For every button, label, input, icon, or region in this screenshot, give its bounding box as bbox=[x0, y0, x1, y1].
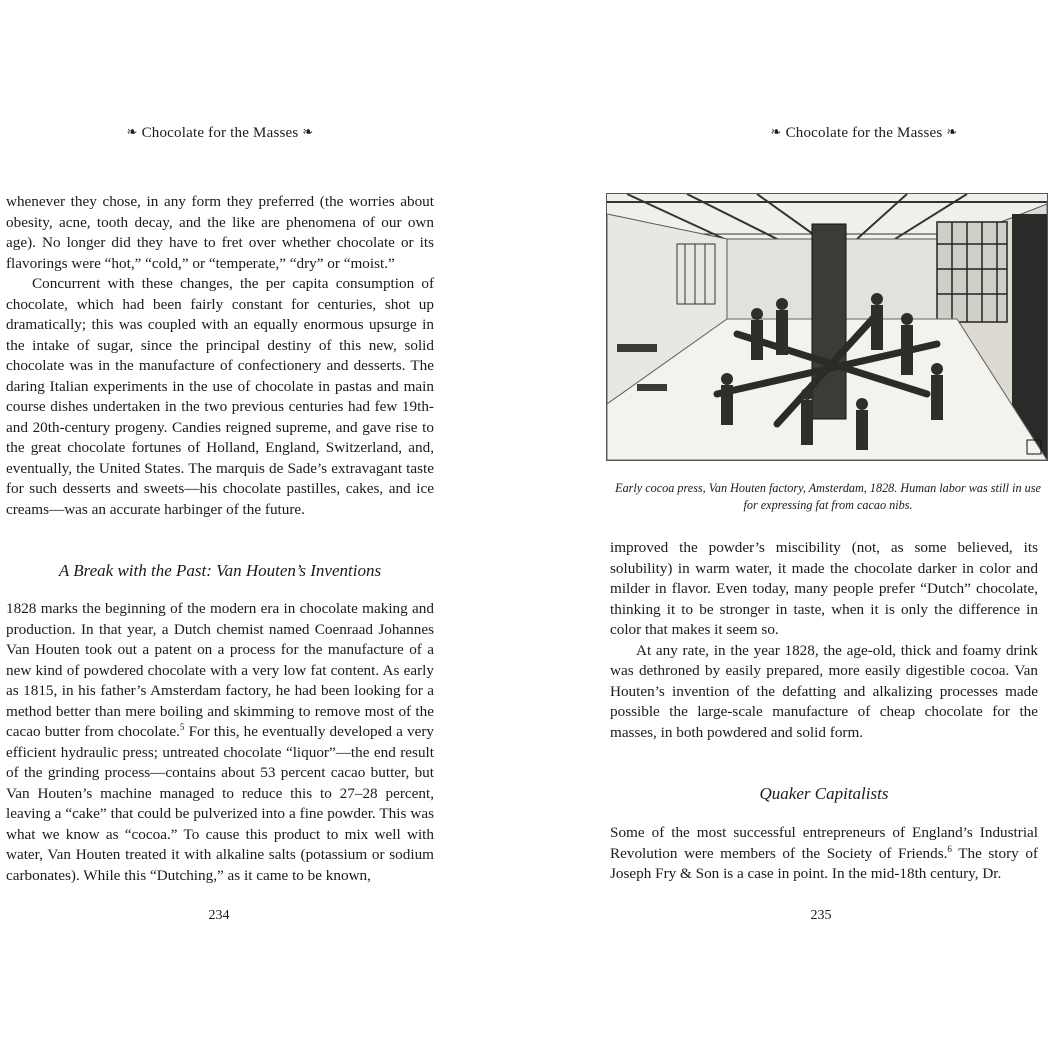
paragraph: At any rate, in the year 1828, the age-old, thick and foamy drink was dethroned by easily prepared, more easily digestible cocoa. Van Houten’s invention of the defatting and alkalizing processes made possible the large-scale manufacture of cheap chocolate for the masses, in both powdered and solid form. bbox=[610, 641, 1038, 741]
body-text-block bbox=[610, 538, 1038, 743]
paragraph bbox=[610, 823, 1038, 885]
running-head-title: Chocolate for the Masses bbox=[785, 125, 943, 141]
page-number: 234 bbox=[208, 908, 230, 923]
body-text-block bbox=[6, 192, 434, 520]
paragraph bbox=[6, 599, 434, 886]
fleuron-icon: ❧ bbox=[770, 124, 782, 139]
running-head-right bbox=[704, 124, 1024, 142]
paragraph: Concurrent with these changes, the per capita consumption of chocolate, which had been fairly constant for centuries, shot up dramatically; this was coupled with an equally enormous upsurge in the intake of sugar, since the principal destiny of this new, solid chocolate was in the manufacture of confectionery and desserts. The daring Italian experiments in the use of chocolate in pastas and main course dishes undertaken in the two previous centuries had few 19th- and 20th-century progeny. Candies reigned supreme, and gave rise to the great chocolate fortunes of Holland, England, Switzerland, and, eventually, the United States. The marquis de Sade’s extravagant taste for such desserts and sweets—his chocolate pastilles, cakes, and ice creams—was an accurate harbinger of the future. bbox=[6, 275, 434, 518]
left-page bbox=[0, 0, 524, 1049]
paragraph-text: For this, he eventually developed a very efficient hydraulic press; untreated chocolate “liquor”—the end result of the grinding process—contains about 53 percent cacao butter, but Van Houten’s machine managed to reduce this to 27–28 percent, leaving a “cake” that could be pulverized into a fine powder. This was what we know as “cocoa.” To cause this product to mix well with water, Van Houten treated it with alkaline salts (potassium or sodium carbonates). While this “Dutching,” as it came to be known, bbox=[6, 723, 434, 884]
paragraph-text: Some of the most successful entrepreneurs of England’s Industrial Revolution were members of the Society of Friends. bbox=[610, 824, 1038, 862]
figure-caption: Early cocoa press, Van Houten factory, Amsterdam, 1828. Human labor was still in use for expressing fat from cacao nibs. bbox=[615, 481, 1041, 512]
fleuron-icon: ❧ bbox=[302, 124, 314, 139]
body-text-block bbox=[6, 599, 434, 886]
paragraph: improved the powder’s miscibility (not, as some believed, its solubility) in warm water, it made the chocolate darker in color and milder in flavor. Even today, many people prefer “Dutch” chocolate, thinking it to be stronger in taste, when it is only the difference in color that makes it seem so. bbox=[610, 539, 1038, 638]
page-number: 235 bbox=[810, 908, 832, 923]
footnote-reference[interactable]: 6 bbox=[947, 843, 952, 854]
body-text-block bbox=[610, 823, 1038, 885]
running-head-left bbox=[0, 124, 440, 142]
section-heading: A Break with the Past: Van Houten’s Inventions bbox=[58, 561, 382, 580]
paragraph: whenever they chose, in any form they preferred (the worries about obesity, acne, tooth decay, and the like are phenomena of our own age). No longer did they have to fret over whether chocolate or its flavorings were “hot,” “cold,” or “temperate,” “dry” or “moist.” bbox=[6, 193, 434, 272]
running-head-title: Chocolate for the Masses bbox=[141, 125, 299, 141]
paragraph-text: 1828 marks the beginning of the modern era in chocolate making and production. In that year, a Dutch chemist named Coenraad Johannes Van Houten took out a patent on a process for the manufacture of a new kind of powdered chocolate with a very low fat content. As early as 1815, in his father’s Amsterdam factory, he had been looking for a method better than mere boiling and skimming to remove most of the cacao butter from chocolate. bbox=[6, 600, 434, 740]
paragraph-text: The story of Joseph Fry & Son is a case in point. In the mid-18th century, Dr. bbox=[610, 844, 1038, 882]
fleuron-icon: ❧ bbox=[126, 124, 138, 139]
right-page bbox=[524, 0, 1049, 1049]
footnote-reference[interactable]: 5 bbox=[179, 721, 185, 732]
illustration-cocoa-press bbox=[606, 193, 1048, 461]
section-heading: Quaker Capitalists bbox=[759, 784, 889, 803]
fleuron-icon: ❧ bbox=[946, 124, 958, 139]
